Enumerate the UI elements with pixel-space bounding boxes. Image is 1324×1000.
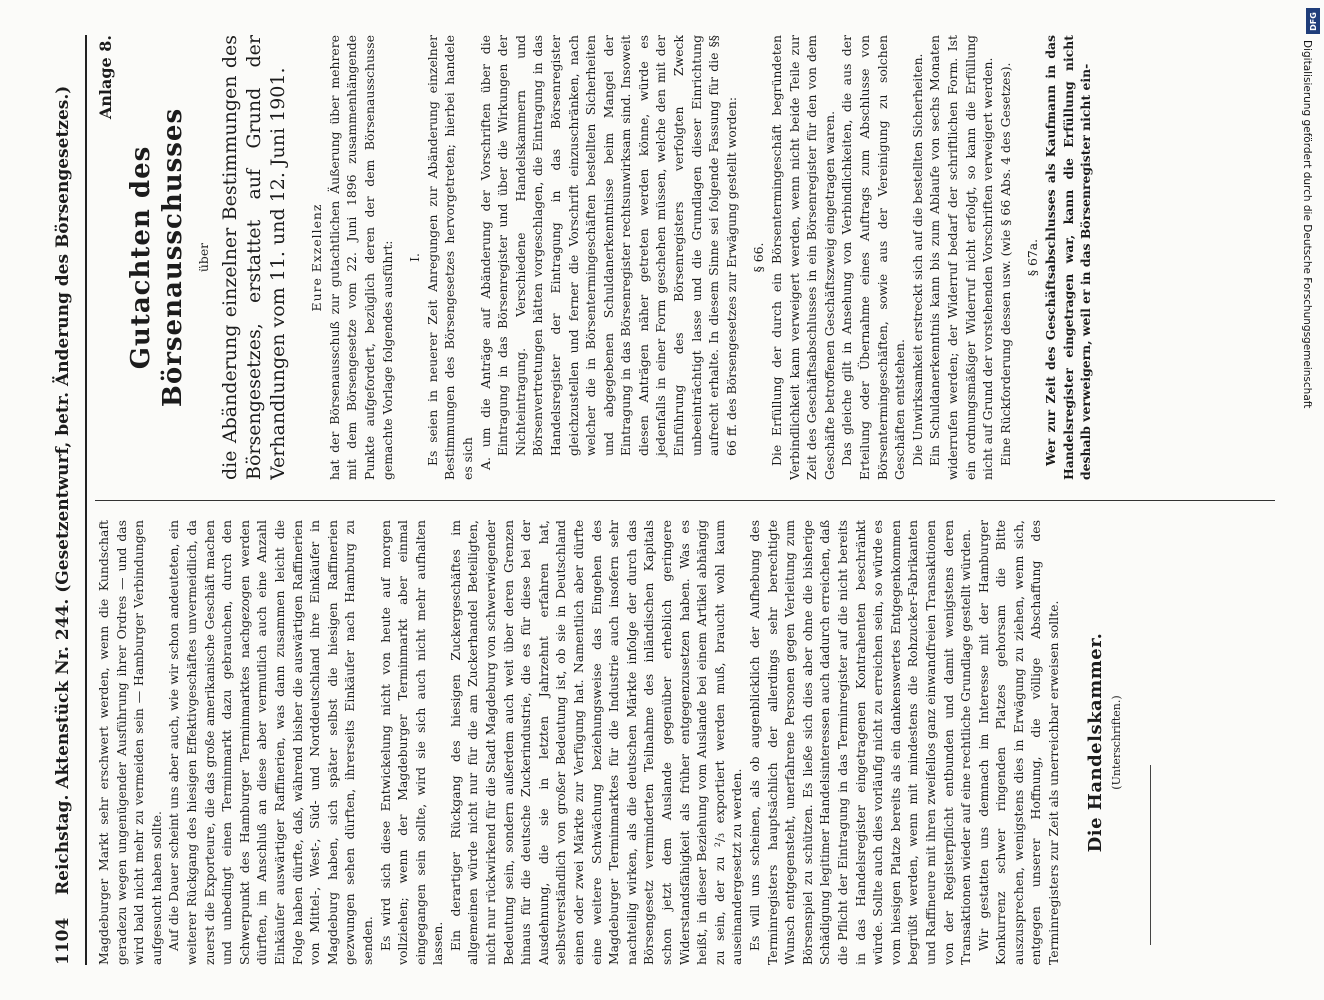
title-connector: über [195,242,211,273]
annex-label: Anlage 8. [96,35,115,120]
signature-rule [1150,765,1151,945]
right-column [95,35,1275,480]
left-column [95,520,1275,965]
paragraph-66-text: Eine Rückforderung dessen usw. (wie § 66 Abs. 4 des Gesetzes). [997,62,1013,466]
paragraph-66-text: Die Unwirksamkeit erstreckt sich auf die bestellten Sicherheiten. [909,53,925,466]
paragraph: Auf die Dauer scheint uns aber auch, wie wir schon andeuteten, ein weiterer Rückgang des hiesigen Effektivgeschäftes unvermeidlich, da zuerst die Exporteure, die das große amerikanische Geschäft machen und unbedingt einen Terminmarkt dazu gebrauchen, durch den Schwerpunkt des Hamburger Terminmarktes nachgezogen werden dürften, im Anschluß an diese aber vermutlich auch eine Anzahl Einkäufer auswärtiger Raffinerien, was dann zusammen leicht die Folge haben dürfte, daß, während bisher die auswärtigen Raffinerien von Mittel-, West-, Süd- und Norddeutschland ihre Einkäufer in Magdeburg haben, sich später selbst die hiesigen Raffinerien gezwungen sehen dürften, ihrerseits Einkäufer nach Hamburg zu senden. [166,520,375,965]
dfg-logo-icon [1306,8,1320,34]
signature-note: (Unterschriften.) [1110,695,1124,790]
section-number: I. [407,253,423,262]
paragraph: Es will uns scheinen, als ob augenblicklich der Aufhebung des Terminregisters hauptsächlich der allerdings sehr berechtigte Wunsch entgegensteht, unerfahrene Personen gegen Verleitung zum Börsenspiel zu schützen. Es ließe sich dies aber ohne die bisherige Schädigung legitimer Handelsinteressen auch dadurch erreichen, daß die Pflicht der Eintragung in das Terminregister auf die nicht bereits in das Handelsregister eingetragenen Kontrahenten beschränkt würde. Sollte auch dies vorläufig nicht zu erreichen sein, so würde es vom hiesigen Platze bereits als ein dankenswertes Entgegenkommen begrüßt werden, wenn mit mindestens die Rohzucker-Fabrikanten und Raffineure mit ihren zweifellos ganz einwandfreien Transaktionen von der Registerpflicht entbunden und damit wenigstens deren Transaktionen wieder auf eine rechtliche Grundlage gestellt würden. [746,520,974,965]
item-a: A. um die Anträge auf Abänderung der Vorschriften über die Eintragung in das Börsenregister und über die Wirkungen der Nichteintragung. Verschiedene Handelskammern und Börsenvertretungen hätten vorgeschlagen, die Eintragung in das Handelsregister der Eintragung in das Börsenregister gleichzustellen und ferner die Vorschrift einzuschränken, nach welcher die in Börsentermingeschäften bestellten Sicherheiten und abgegebenen Schuldanerkenntnisse beim Mangel der Eintragung in das Börsenregister rechtsunwirksam sind. Insoweit diesen Anträgen näher getreten werden könne, würde es jedenfalls in einer Form geschehen müssen, welche den mit der Einführung des Börsenregisters verfolgten Zweck unbeeinträchtigt lasse und die Grundlagen dieser Einrichtung aufrecht erhalte. In diesem Sinne sei folgende Fassung für die §§ 66 ff. des Börsengesetzes zur Erwägung gestellt worden: [477,35,739,470]
signature-title: Die Handelskammer. [1084,632,1106,853]
header-rule [85,35,87,965]
running-head [45,35,85,965]
dfg-logo-text: DFG [1308,11,1318,31]
digitization-credit: Digitalisierung gefördert durch die Deutsche Forschungsgemeinschaft [1301,40,1313,409]
paragraph-66-heading: § 66. [751,242,767,273]
intro-paragraph: hat der Börsenausschuß zur gutachtlichen Äußerung über mehrere mit dem Börsengesetze vom 22. Juni 1896 zusammenhängende Punkte aufgefordert, bezüglich deren der dem Börsenausschusse gemachte Vorlage folgendes ausführt: [326,35,395,480]
paragraph: Ein derartiger Rückgang des hiesigen Zuckergeschäftes im allgemeinen würde nicht nur für die am Zuckerhandel Beteiligten, nicht nur rückwirkend für die Stadt Magdeburg von schwerwiegender Bedeutung sein, sondern außerdem auch weit über deren Grenzen hinaus für die deutsche Zuckerindustrie, die es für diese bei der Ausdehnung, die sie in letzten Jahrzehnt erfahren hat, selbstverständlich von großer Bedeutung ist, ob sie in Deutschland einen oder zwei Märkte zur Verfügung hat. Namentlich aber dürfte eine weitere Schwächung beziehungsweise das Eingehen des Magdeburger Terminmarktes für die Industrie auch insofern sehr nachteilig wirken, als die deutschen Märkte infolge der durch das Börsengesetz verminderten Teilnahme des inländischen Kapitals schon jetzt dem Auslande gegenüber erheblich geringere Widerstandsfähigkeit als früher entgegenzusetzen haben. Was es heißt, in dieser Beziehung vom Auslande bei einem Artikel abhängig zu sein, der zu ²/₃ exportiert werden muß, braucht wohl kaum auseinandergesetzt zu werden. [447,520,745,965]
page-number: 1104 [53,917,73,965]
paragraph: Wir gestatten uns demnach im Interesse mit der Hamburger Konkurrenz schwer ringenden Platzes gehorsam die Bitte auszusprechen, wenigstens dies in Erwägung zu ziehen, wenn sich, entgegen unserer Hoffnung, die völlige Abschaffung des Terminregisters zur Zeit als unerreichbar erweisen sollte. [975,520,1062,965]
paragraph-66-text: Das gleiche gilt in Ansehung von Verbindlichkeiten, die aus der Erteilung oder Übernahme eines Auftrags zum Abschlusse von Börsentermingeschäften, sowie aus der Vereinigung zu solchen Geschäften entstehen. [839,35,908,480]
section-intro: Es seien in neuerer Zeit Anregungen zur Abänderung einzelner Bestimmungen des Börsengesetzes hervorgetreten; hierbei handele es sich [424,35,475,480]
page-header: Reichstag. Aktenstück Nr. 244. (Gesetzentwurf, betr. Änderung des Börsengesetzes.) [53,85,73,895]
paragraph-67a-heading: § 67a. [1025,238,1041,277]
paragraph-67a-text: Wer zur Zeit des Geschäftsabschlusses als Kaufmann in das Handelsregister eingetragen war, kann die Erfüllung nicht deshalb verweigern, weil er in das Börsenregister nicht ein- [1042,35,1094,480]
column-divider [95,500,1275,501]
paragraph-66-text: Die Erfüllung der durch ein Börsentermingeschäft begründeten Verbindlichkeit kann verweigert werden, wenn nicht beide Teile zur Zeit des Geschäftsabschlusses in ein Börsenregister für den von dem Geschäfte betroffenen Geschäftszweig eingetragen waren. [769,35,837,480]
salutation: Eure Exzellenz [309,203,325,312]
paragraph-66-text: Ein Schuldanerkenntnis kann bis zum Ablaufe von sechs Monaten widerrufen werden; der Widerruf bedarf der schriftlichen Form. Ist ein ordnungsmäßiger Widerruf nicht erfolgt, so kann die Erfüllung nicht auf Grund der vorstehenden Vorschriften verweigert werden. [927,35,996,480]
document-subject: die Abänderung einzelner Bestimmungen des Börsengesetzes, erstattet auf Grund der Verhandlungen vom 11. und 12. Juni 1901. [219,35,290,480]
paragraph: Es wird sich diese Entwickelung nicht von heute auf morgen vollziehen; wenn der Magdeburger Terminmarkt aber einmal eingegangen sein sollte, wird sie sich auch nicht mehr aufhalten lassen. [377,520,446,965]
rotated-page [45,35,1285,965]
document-title: Gutachten des Börsenausschusses [125,107,188,408]
paragraph: Magdeburger Markt sehr erschwert werden, wenn die Kundschaft geradezu wegen ungenügender Ausführung ihrer Ordres — und das wird bald nicht mehr zu vermeiden sein — Hamburger Verbindungen aufgesucht haben sollte. [96,520,164,965]
